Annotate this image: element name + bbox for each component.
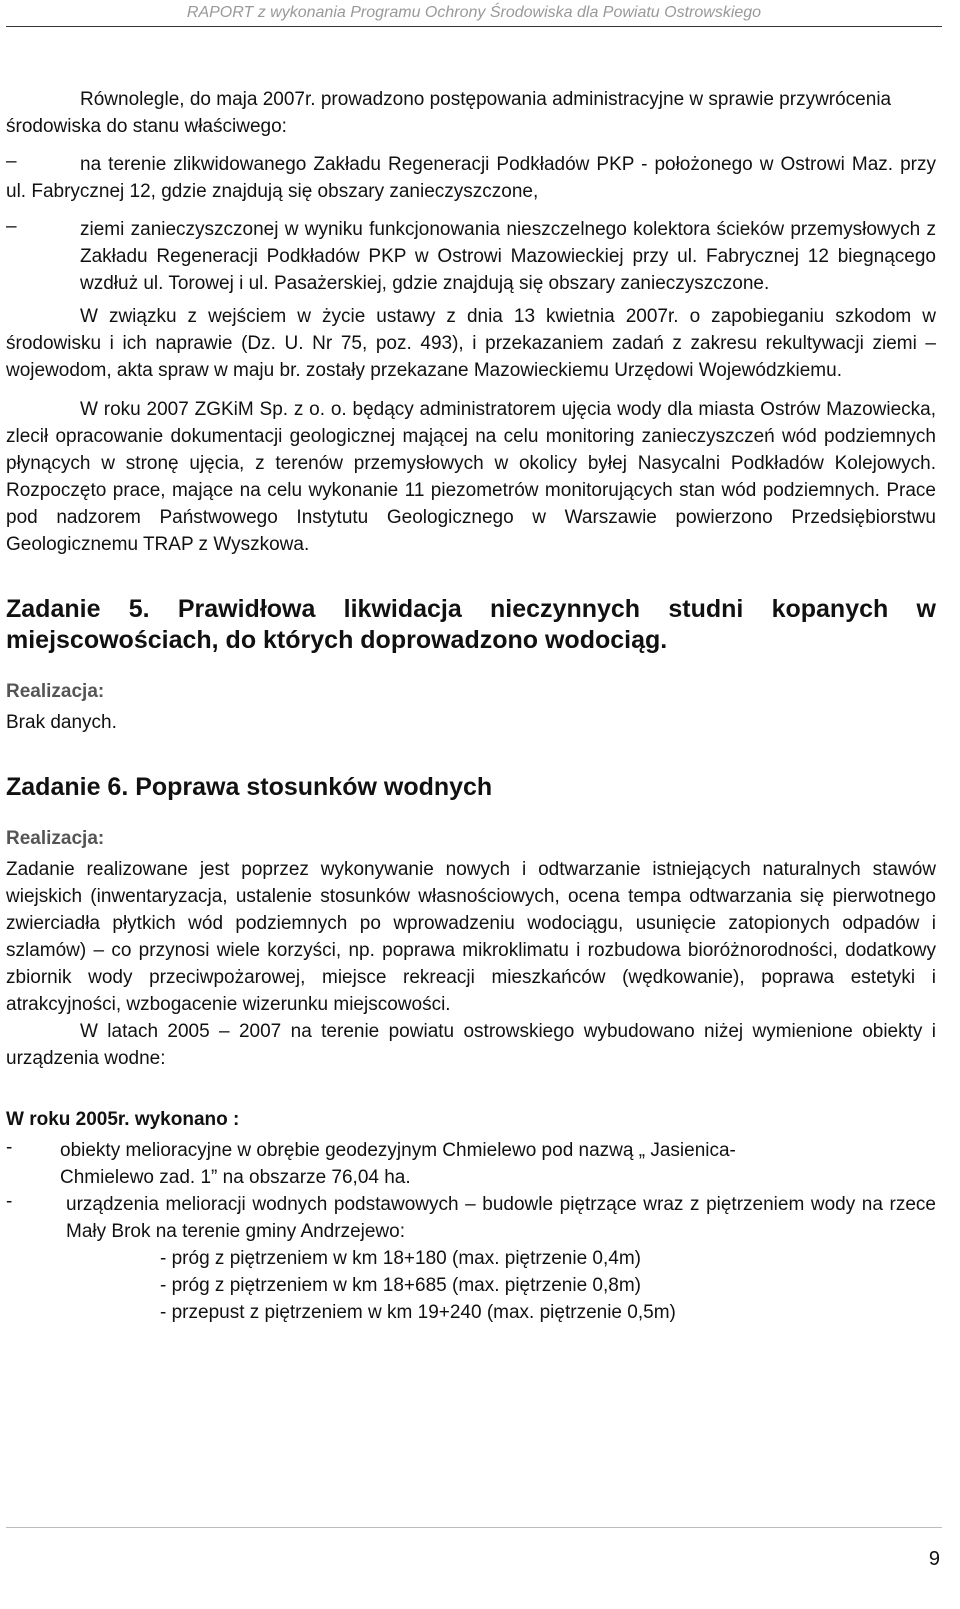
task6-label: Realizacja:: [6, 828, 105, 849]
list-item: [6, 216, 936, 297]
page-header: RAPORT z wykonania Programu Ochrony Środowiska dla Powiatu Ostrowskiego: [6, 0, 942, 27]
page-number: 9: [928, 1548, 940, 1570]
task6-text2: W latach 2005 – 2007 na terenie powiatu ostrowskiego wybudowano niżej wymienione obiekty i urządzenia wodne:: [6, 1021, 936, 1069]
sub-item: - próg z piętrzeniem w km 18+180 (max. piętrzenie 0,4m): [160, 1248, 642, 1269]
dash-marker: –: [6, 151, 17, 172]
list-item: [6, 1191, 936, 1245]
year2005-heading: W roku 2005r. wykonano :: [6, 1109, 240, 1130]
document-body: [6, 86, 936, 1326]
footer-divider: [6, 1527, 942, 1528]
list-item-text: obiekty melioracyjne w obrębie geodezyjnym Chmielewo pod nazwą „ Jasienica-Chmielewo zad. 1” na obszarze 76,04 ha.: [60, 1140, 736, 1188]
list-item: [6, 151, 936, 205]
sub-item: - przepust z piętrzeniem w km 19+240 (max. piętrzenie 0,5m): [160, 1302, 676, 1323]
list-item-text: ziemi zanieczyszczonej w wyniku funkcjonowania nieszczelnego kolektora ścieków przemysłowych z Zakładu Regeneracji Podkładów PKP w Ostrowi Mazowieckiej przy ul. Fabrycznej 12 biegnącego wzdłuż ul. Torowej i ul. Pasażerskiej, gdzie znajdują się obszary zanieczyszczone.: [80, 219, 936, 294]
hyphen-marker: -: [6, 1191, 13, 1212]
task5-title: Zadanie 5. Prawidłowa likwidacja nieczynnych studni kopanych w miejscowościach, do których doprowadzono wodociąg.: [6, 595, 936, 654]
hyphen-marker: -: [6, 1137, 13, 1158]
task6-title: Zadanie 6. Poprawa stosunków wodnych: [6, 773, 493, 801]
zgkim-paragraph: W roku 2007 ZGKiM Sp. z o. o. będący administratorem ujęcia wody dla miasta Ostrów Mazowiecka, zlecił opracowanie dokumentacji geologicznej mającej na celu monitoring zanieczyszczeń wód podziemnych płynących w stronę ujęcia, z terenów przemysłowych w okolicy byłej Nasycalni Podkładów Kolejowych. Rozpoczęto prace, mające na celu wykonanie 11 piezometrów monitorujących stan wód podziemnych. Prace pod nadzorem Państwowego Instytutu Geologicznego w Warszawie powierzono Przedsiębiorstwu Geologicznemu TRAP z Wyszkowa.: [6, 399, 936, 555]
intro-paragraph: Równolegle, do maja 2007r. prowadzono postępowania administracyjne w sprawie przywrócenia środowiska do stanu właściwego:: [6, 89, 892, 137]
task5-label: Realizacja:: [6, 681, 105, 702]
list-item: [6, 1137, 936, 1191]
task5-text: Brak danych.: [6, 712, 117, 733]
list-item-text: na terenie zlikwidowanego Zakładu Regeneracji Podkładów PKP - położonego w Ostrowi Maz. przy ul. Fabrycznej 12, gdzie znajdują się obszary zanieczyszczone,: [6, 154, 936, 202]
list-item-text: urządzenia melioracji wodnych podstawowych – budowle piętrzące wraz z piętrzeniem wody na rzece Mały Brok na terenie gminy Andrzejewo:: [66, 1194, 936, 1242]
law-paragraph: W związku z wejściem w życie ustawy z dnia 13 kwietnia 2007r. o zapobieganiu szkodom w środowisku i ich naprawie (Dz. U. Nr 75, poz. 493), i przekazaniem zadań z zakresu rekultywacji ziemi – wojewodom, akta spraw w maju br. zostały przekazane Mazowieckiemu Urzędowi Wojewódzkiemu.: [6, 306, 936, 381]
task6-text: Zadanie realizowane jest poprzez wykonywanie nowych i odtwarzanie istniejących naturalnych stawów wiejskich (inwentaryzacja, ustalenie stosunków własnościowych, ocena tempa odtwarzania się pierwotnego zwierciadła płytkich wód podziemnych po wprowadzeniu wodociągu, usunięcie zatopionych odpadów i szlamów) – co przynosi wiele korzyści, np. poprawa mikroklimatu i rozbudowa bioróżnorodności, dodatkowy zbiornik wody przeciwpożarowej, miejsce rekreacji mieszkańców (wędkowanie), poprawa estetyki i atrakcyjności, wzbogacenie wizerunku miejscowości.: [6, 859, 936, 1015]
sub-item: - próg z piętrzeniem w km 18+685 (max. piętrzenie 0,8m): [160, 1275, 642, 1296]
dash-marker: –: [6, 216, 17, 237]
